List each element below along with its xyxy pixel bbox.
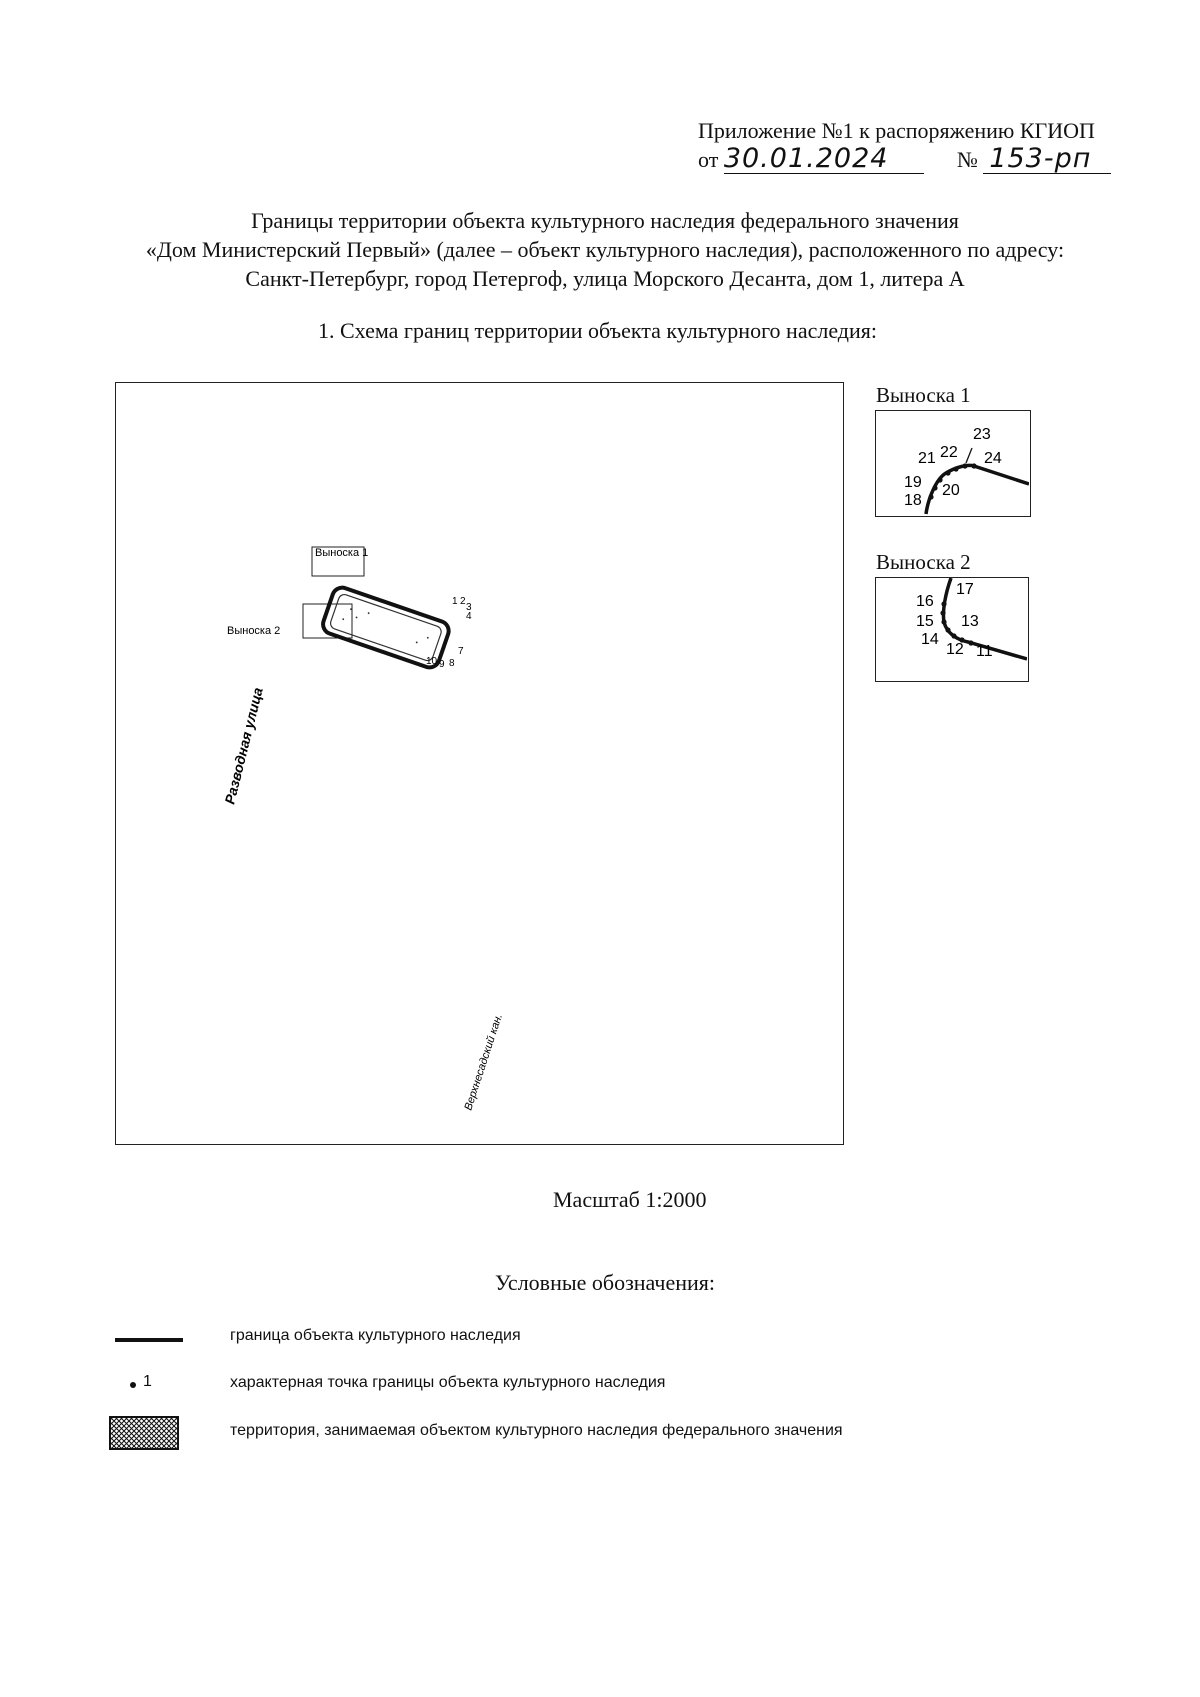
legend-text-point: характерная точка границы объекта культурного наследия [230, 1374, 666, 1391]
point-label-7: 7 [458, 646, 464, 657]
callout1-title: Выноска 1 [876, 383, 971, 407]
title-line-2: «Дом Министерский Первый» (далее – объект культурного наследия), расположенного по адресу: [145, 237, 1065, 262]
title-line-3: Санкт-Петербург, город Петергоф, улица Морского Десанта, дом 1, литера А [245, 266, 965, 291]
callout2-point-15: 15 [916, 613, 934, 630]
order-date: 30.01.2024 [723, 143, 889, 174]
legend-title: Условные обозначения: [495, 1270, 716, 1295]
section-heading: 1. Схема границ территории объекта культурного наследия: [318, 318, 878, 343]
callout2-point-13: 13 [961, 613, 979, 630]
callout1-point-24: 24 [984, 450, 1002, 467]
title-line-1: Границы территории объекта культурного наследия федерального значения [251, 208, 959, 233]
date-prefix: от [698, 147, 719, 172]
callout1-point-19: 19 [904, 474, 922, 491]
callout2-title: Выноска 2 [876, 550, 971, 574]
legend-line-symbol [115, 1338, 183, 1342]
order-number-field [983, 143, 1111, 174]
point-label-10: 10 [426, 656, 438, 667]
callout2-point-16: 16 [916, 593, 934, 610]
callout1-point-22: 22 [940, 444, 958, 461]
document-title [40, 206, 1170, 293]
point-label-9: 9 [439, 659, 445, 670]
number-prefix: № [956, 147, 978, 172]
callout2-frame [875, 577, 1029, 682]
callout2-point-12: 12 [946, 641, 964, 658]
callout2-point-17: 17 [956, 581, 974, 598]
callout1-point-18: 18 [904, 492, 922, 509]
callout2-drawing [876, 578, 1027, 680]
order-number: 153-рп [989, 143, 1092, 174]
map-scale: Масштаб 1:2000 [553, 1187, 707, 1212]
legend-text-boundary: граница объекта культурного наследия [230, 1327, 521, 1344]
map-callout1-label: Выноска 1 [315, 547, 369, 559]
point-label-2: 2 [460, 596, 466, 607]
callout2-point-11: 11 [976, 643, 993, 660]
point-label-8: 8 [449, 658, 455, 669]
callout1-point-21: 21 [918, 450, 936, 467]
boundary-map [116, 383, 842, 1143]
order-date-number-line [698, 143, 1111, 174]
callout1-point-23: 23 [973, 426, 991, 443]
point-label-4: 4 [466, 611, 472, 622]
callout2-point-14: 14 [921, 631, 939, 648]
legend-crosshatch-symbol [109, 1416, 179, 1450]
map-frame [115, 382, 844, 1145]
order-date-field [723, 143, 924, 174]
map-callout2-label: Выноска 2 [227, 625, 281, 637]
appendix-reference: Приложение №1 к распоряжению КГИОП [698, 118, 1095, 143]
canal-label: Верхнесадский кан. [462, 1012, 506, 1112]
callout1-frame [875, 410, 1031, 517]
callout1-point-20: 20 [942, 482, 960, 499]
point-label-3: 3 [466, 602, 472, 613]
street-label-razvodnaya: Разводная улица [221, 685, 266, 806]
point-label-1: 1 [452, 596, 458, 607]
legend-text-territory: территория, занимаемая объектом культурного наследия федерального значения [230, 1422, 843, 1439]
legend-point-label: 1 [143, 1373, 152, 1390]
callout1-drawing [876, 411, 1029, 515]
legend-point-symbol [130, 1382, 136, 1388]
